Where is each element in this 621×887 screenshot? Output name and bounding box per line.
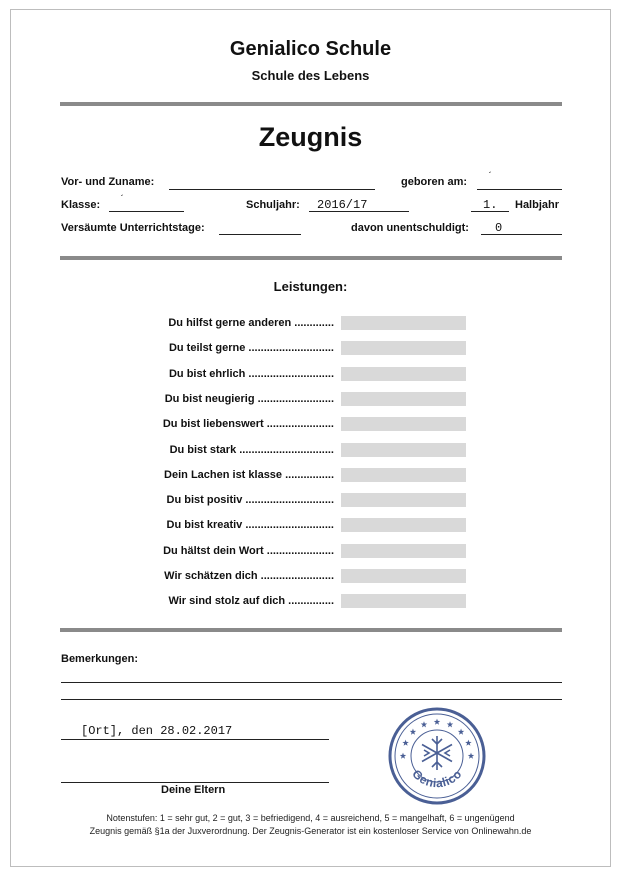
missed-days-label: Versäumte Unterrichtstage: (61, 222, 205, 234)
divider (60, 256, 562, 260)
remarks-label: Bemerkungen: (61, 653, 139, 665)
performance-label: Wir sind stolz auf dich ............... (168, 595, 334, 608)
unexcused-line (481, 234, 562, 235)
performance-row (11, 444, 610, 458)
school-seal-icon (387, 706, 487, 806)
grade-box[interactable] (341, 316, 466, 330)
grade-box[interactable] (341, 594, 466, 608)
divider (60, 628, 562, 632)
place-date: [Ort], den 28.02.2017 (81, 724, 233, 738)
star-icon (434, 719, 440, 725)
star-icon (400, 753, 406, 759)
missed-days-line (219, 234, 301, 235)
performance-row (11, 595, 610, 609)
performance-row (11, 418, 610, 432)
performance-label: Du bist kreativ ............................. (166, 519, 334, 532)
performance-label: Du hilfst gerne anderen ............. (168, 317, 334, 329)
year-label: Schuljahr: (246, 199, 300, 211)
birth-line (477, 189, 562, 190)
year-value: 2016/17 (317, 198, 368, 212)
term-label: Halbjahr (515, 199, 560, 211)
performance-row (11, 570, 610, 584)
performance-label: Du bist positiv ............................. (166, 494, 334, 507)
class-value: ´ (119, 195, 126, 206)
star-icon (447, 721, 453, 727)
performance-label: Du teilst gerne ............................ (168, 342, 334, 355)
performance-title: Leistungen: (273, 279, 348, 294)
performance-label: Wir schätzen dich ........................ (164, 570, 334, 582)
grade-box[interactable] (341, 443, 466, 457)
performance-row (11, 545, 610, 559)
performance-label: Du bist neugierig ......................... (164, 392, 334, 405)
school-subtitle: Schule des Lebens (251, 68, 370, 83)
grade-box[interactable] (341, 493, 466, 507)
birth-label: geboren am: (401, 176, 468, 188)
performance-label: Dein Lachen ist klasse ................ (164, 468, 334, 481)
grade-box[interactable] (341, 518, 466, 532)
performance-label: Du hältst dein Wort ...................... (163, 544, 334, 557)
term-value: 1. (483, 198, 498, 212)
grade-box[interactable] (341, 468, 466, 482)
remarks-line (61, 699, 562, 700)
unexcused-label: davon unentschuldigt: (351, 222, 469, 234)
certificate-page (10, 9, 611, 867)
star-icon (465, 740, 471, 746)
grading-note: Notenstufen: 1 = sehr gut, 2 = gut, 3 = befriedigend, 4 = ausreichend, 5 = mangelhaft, 6 = ungenügend (106, 813, 515, 823)
svg-text:Genialico (409, 767, 464, 791)
parents-signature-line (61, 782, 329, 783)
grade-box[interactable] (341, 544, 466, 558)
name-line (169, 189, 375, 190)
remarks-line (61, 682, 562, 683)
grade-box[interactable] (341, 367, 466, 381)
performance-row (11, 393, 610, 407)
performance-row (11, 342, 610, 356)
performance-row (11, 469, 610, 483)
star-icon (402, 740, 408, 746)
school-name: Genialico Schule (229, 38, 392, 60)
class-line (109, 211, 184, 212)
legal-note: Zeugnis gemäß §1a der Juxverordnung. Der Zeugnis-Generator ist ein kostenloser Service von Onlinewahn.de (89, 826, 532, 836)
grade-box[interactable] (341, 341, 466, 355)
class-label: Klasse: (61, 199, 101, 211)
parents-label: Deine Eltern (161, 784, 226, 796)
grade-box[interactable] (341, 392, 466, 406)
birth-value: ´ (487, 172, 494, 183)
divider (60, 102, 562, 106)
stamp-text: Genialico (409, 766, 465, 791)
performance-row (11, 317, 610, 331)
place-date-line (61, 739, 329, 740)
performance-row (11, 519, 610, 533)
star-icon (458, 729, 464, 735)
performance-label: Du bist liebenswert ...................... (162, 418, 334, 431)
performance-label: Du bist ehrlich ............................ (168, 367, 334, 380)
unexcused-value: 0 (495, 221, 503, 235)
star-icon (421, 721, 427, 727)
star-icon (468, 753, 474, 759)
grade-box[interactable] (341, 569, 466, 583)
performance-row (11, 368, 610, 382)
performance-row (11, 494, 610, 508)
star-icon (410, 729, 416, 735)
performance-label: Du bist stark ............................... (169, 443, 334, 456)
grade-box[interactable] (341, 417, 466, 431)
document-title: Zeugnis (258, 122, 363, 152)
name-label: Vor- und Zuname: (61, 176, 155, 188)
